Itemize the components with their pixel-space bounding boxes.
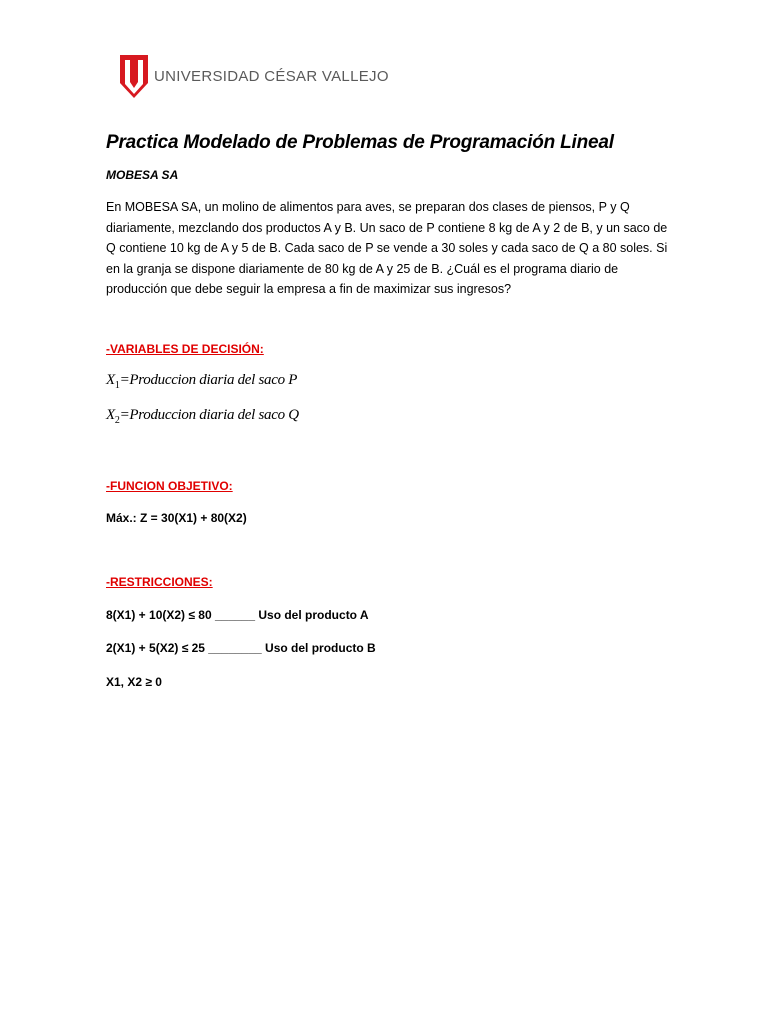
statement-line: En MOBESA SA, un molino de alimentos para aves, se preparan dos clases de piensos, P y Q [106,200,630,214]
statement-line: producción que debe seguir la empresa a fin de maximizar sus ingresos? [106,282,512,296]
decision-variable-x2 [106,407,299,426]
university-logo [119,52,389,100]
non-negativity-constraint: X1, X2 ≥ 0 [106,675,162,689]
statement-line: en la granja se dispone diariamente de 80 kg de A y 25 de B. ¿Cuál es el programa diario de [106,261,619,276]
variables-heading: -VARIABLES DE DECISIÓN: [106,342,264,356]
constraint-product-b: 2(X1) + 5(X2) ≤ 25 ________ Uso del producto B [106,641,376,655]
variable-subscript: 2 [114,415,120,426]
constraint-product-a: 8(X1) + 10(X2) ≤ 80 ______ Uso del producto A [106,608,369,622]
university-name: UNIVERSIDAD CÉSAR VALLEJO [154,67,389,85]
variable-subscript: 1 [114,380,120,391]
objective-heading: -FUNCION OBJETIVO: [106,479,233,493]
university-crest-icon [119,53,149,99]
company-name: MOBESA SA [106,168,179,182]
document-title: Practica Modelado de Problemas de Programación Lineal [106,132,614,153]
constraints-heading: -RESTRICCIONES: [106,575,213,589]
statement-line: Q contiene 10 kg de A y 5 de B. Cada saco de P se vende a 30 soles y cada saco de Q a 80 soles. Si [106,241,668,255]
problem-statement [106,197,666,300]
variable-symbol: X [106,372,115,388]
variable-symbol: X [106,407,115,423]
variable-definition: =Produccion diaria del saco P [119,372,298,388]
statement-line: diariamente, mezclando dos productos A y B. Un saco de P contiene 8 kg de A y 2 de B, y un saco de [106,220,668,235]
decision-variable-x1 [106,372,297,391]
variable-definition: =Produccion diaria del saco Q [119,407,299,423]
objective-function: Máx.: Z = 30(X1) + 80(X2) [106,511,247,525]
